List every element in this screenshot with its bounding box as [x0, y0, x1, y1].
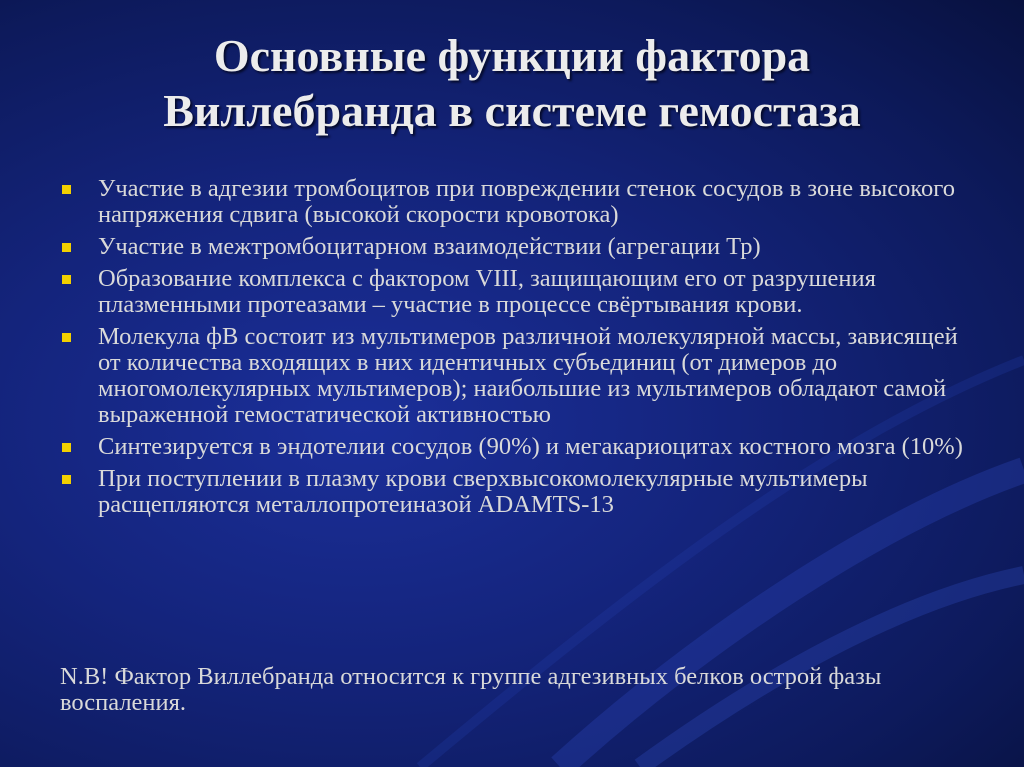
bullet-item [60, 176, 970, 228]
square-bullet-icon [62, 333, 71, 342]
square-bullet-icon [62, 185, 71, 194]
bullet-item [60, 234, 970, 260]
bullet-item [60, 266, 970, 318]
bullet-text: Синтезируется в эндотелии сосудов (90%) и мегакариоцитах костного мозга (10%) [98, 433, 963, 460]
bullet-list [60, 176, 970, 524]
square-bullet-icon [62, 275, 71, 284]
square-bullet-icon [62, 475, 71, 484]
square-bullet-icon [62, 443, 71, 452]
square-bullet-icon [62, 243, 71, 252]
bullet-text: Молекула фВ состоит из мультимеров различной молекулярной массы, зависящей от количества входящих в них идентичных субъединиц (от димеров до многомолекулярных мультимеров); наибольшие из мультимеров обладают самой выраженной гемостатической активностью [98, 323, 958, 428]
bullet-text: Образование комплекса с фактором VIII, защищающим его от разрушения плазменными протеазами – участие в процессе свёртывания крови. [98, 265, 876, 318]
bullet-item [60, 434, 970, 460]
bullet-text: Участие в адгезии тромбоцитов при повреждении стенок сосудов в зоне высокого напряжения сдвига (высокой скорости кровотока) [98, 175, 955, 228]
bullet-item [60, 466, 970, 518]
slide-title: Основные функции фактора Виллебранда в системе гемостаза [163, 30, 861, 136]
bullet-text: При поступлении в плазму крови сверхвысокомолекулярные мультимеры расщепляются металлопротеиназой ADAMTS-13 [98, 465, 868, 518]
bullet-text: Участие в межтромбоцитарном взаимодействии (агрегации Тр) [98, 233, 761, 260]
bullet-item [60, 324, 970, 428]
nb-note: N.B! Фактор Виллебранда относится к группе адгезивных белков острой фазы воспаления. [60, 663, 882, 716]
